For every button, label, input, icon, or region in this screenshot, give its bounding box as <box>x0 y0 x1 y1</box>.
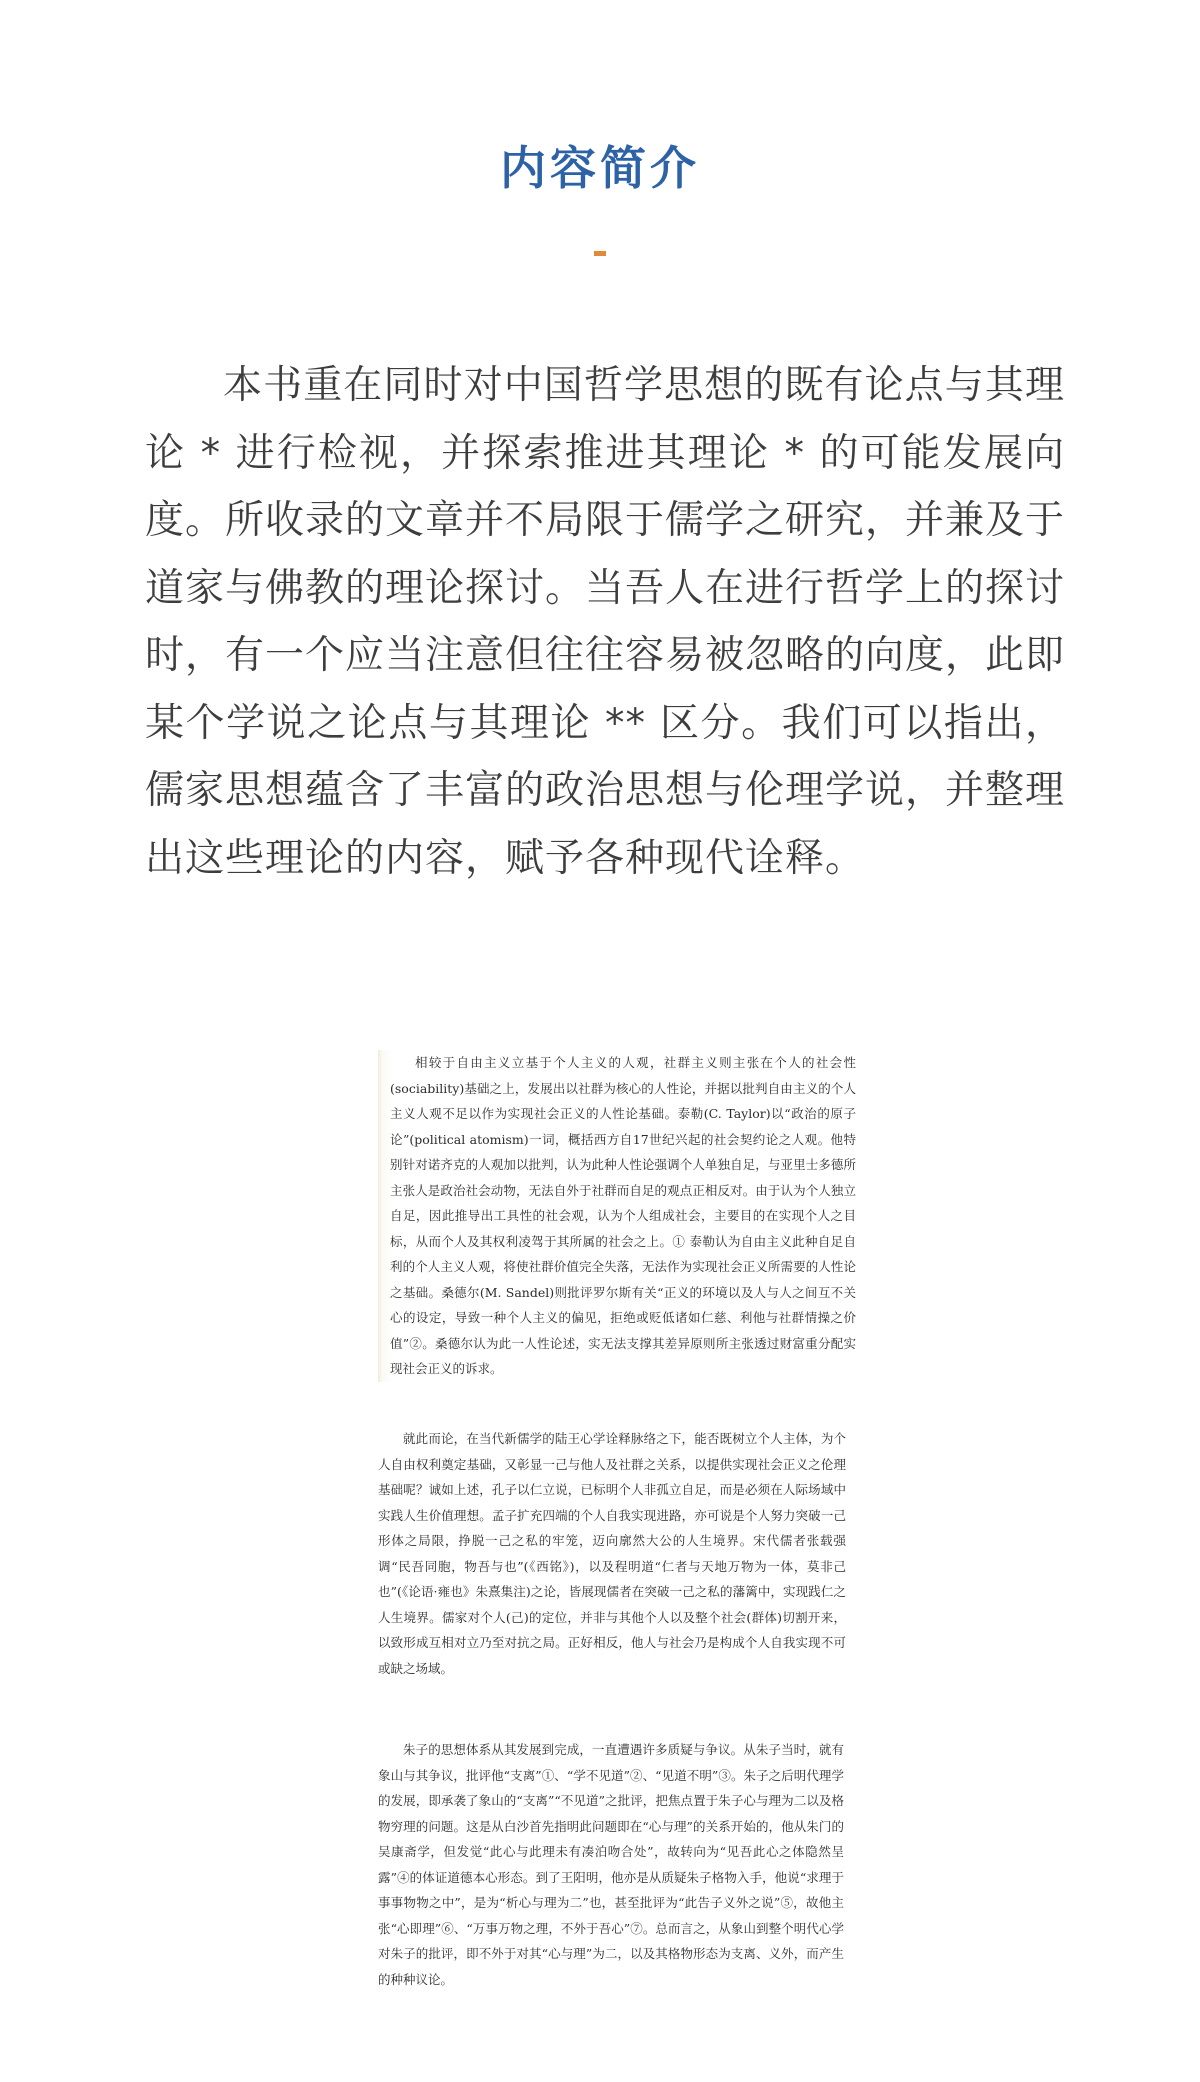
page-title: 内容简介 <box>500 141 700 195</box>
excerpt-2: 就此而论，在当代新儒学的陆王心学诠释脉络之下，能否既树立个人主体，为个人自由权利奠定基础，又彰显一己与他人及社群之关系，以提供实现社会正义之伦理基础呢？诚如上述，孔子以仁立说，已标明个人非孤立自足，而是必须在人际场域中实践人生价值理想。孟子扩充四端的个人自我实现进路，亦可说是个人努力突破一己形体之局限，挣脱一己之私的牢笼，迈向廓然大公的人生境界。宋代儒者张载强调“民吾同胞，物吾与也”(《西铭》)，以及程明道“仁者与天地万物为一体，莫非己也”(《论语·雍也》朱熹集注)之论，皆展现儒者在突破一己之私的藩篱中，实现践仁之人生境界。儒家对个人(己)的定位，并非与其他个人以及整个社会(群体)切割开来，以致形成互相对立乃至对抗之局。正好相反，他人与社会乃是构成个人自我实现不可或缺之场域。 <box>378 1431 846 1676</box>
excerpt-3: 朱子的思想体系从其发展到完成，一直遭遇许多质疑与争议。从朱子当时，就有象山与其争议，批评他“支离”①、“学不见道”②、“见道不明”③。朱子之后明代理学的发展，即承袭了象山的“支离”“不见道”之批评，把焦点置于朱子心与理为二以及格物穷理的问题。这是从白沙首先指明此问题即在“心与理”的关系开始的，他从朱门的吴康斋学，但发觉“此心与此理未有凑泊吻合处”，故转向为“见吾此心之体隐然呈露”④的体证道德本心形态。到了王阳明，他亦是从质疑朱子格物入手，他说“求理于事事物物之中”，是为“析心与理为二”也，甚至批评为“此告子义外之说”⑤，故他主张“心即理”⑥、“万事万物之理，不外于吾心”⑦。总而言之，从象山到整个明代心学对朱子的批评，即不外于对其“心与理”为二，以及其格物形态为支离、义外，而产生的种种议论。 <box>378 1742 844 1987</box>
excerpt-1: 相较于自由主义立基于个人主义的人观，社群主义则主张在个人的社会性(sociability)基础之上，发展出以社群为核心的人性论，并据以批判自由主义的个人主义人观不足以作为实现社会正义的人性论基础。泰勒(C. Taylor)以“政治的原子论”(political atomism)一词，概括西方自17世纪兴起的社会契约论之人观。他特别针对诺齐克的人观加以批判，认为此种人性论强调个人单独自足，与亚里士多德所主张人是政治社会动物，无法自外于社群而自足的观点正相反对。由于认为个人独立自足，因此推导出工具性的社会观，认为个人组成社会，主要目的在实现个人之目标，从而个人及其权利凌驾于其所属的社会之上。① 泰勒认为自由主义此种自足自利的个人主义人观，将使社群价值完全失落，无法作为实现社会正义所需要的人性论之基础。桑德尔(M. Sandel)则批评罗尔斯有关“正义的环境以及人与人之间互不关心的设定，导致一种个人主义的偏见，拒绝或贬低诸如仁慈、利他与社群情操之价值”②。桑德尔认为此一人性论述，实无法支撑其差异原则所主张透过财富重分配实现社会正义的诉求。 <box>378 1050 856 1382</box>
intro-paragraph: 本书重在同时对中国哲学思想的既有论点与其理论 * 进行检视，并探索推进其理论 * 的可能发展向度。所收录的文章并不局限于儒学之研究，并兼及于道家与佛教的理论探讨。当吾人在进行哲学上的探讨时，有一个应当注意但往往容易被忽略的向度，此即某个学说之论点与其理论 ** 区分。我们可以指出，儒家思想蕴含了丰富的政治思想与伦理学说，并整理出这些理论的内容，赋予各种现代诠释。 <box>145 363 1066 881</box>
title-divider <box>594 251 606 256</box>
